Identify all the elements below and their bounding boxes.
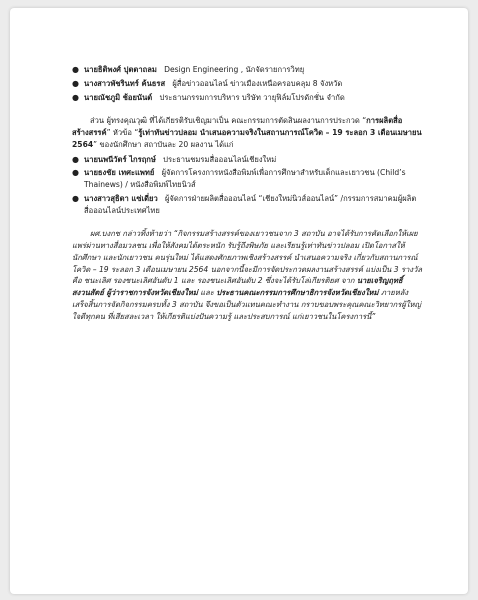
para-text: ” หัวข้อ “	[106, 128, 139, 138]
person-name: นางสาวพัชรินทร์ ค้นธรส	[84, 78, 166, 88]
judge-list	[72, 154, 422, 217]
para-text: ผศ.บงกช กล่าวทิ้งท้ายว่า “กิจกรรมสร้างสรรค์ของเยาวชนจาก 3 สถาบัน อาจได้รับการคัดเลือกให้เผยแพร่ผ่านทางสื่อมวลชน เพื่อให้สังคมได้ตระหนัก รับรู้ถึงพิษภัย และเรียนรู้เท่าทันข่าวปลอม เปิดโอกาสให้นักศึกษา และนักเยาวชน คนรุ่นใหม่ ได้แสดงศักยภาพเชิงสร้างสรรค์ นำเสนอความจริง เกี่ยวกับสถานการณ์โควิด – 19 ระลอก 3 เดือนเมษายน 2564 นอกจากนี้จะมีการจัดประกวดผลงานสร้างสรรค์ แบ่งเป็น 3 รางวัล คือ ชนะเลิศ รองชนะเลิศอันดับ 1 และ รองชนะเลิศอันดับ 2 ซึ่งจะได้รับโล่เกียรติยศ จาก	[72, 229, 422, 286]
person-name: นางสาวสุธิดา แซ่เดี่ยว	[84, 193, 158, 203]
person-name: นายธงชัย เทศะแพทย์	[84, 168, 155, 178]
bullet-icon: ●	[72, 78, 79, 88]
person-name: นายธิติพงศ์ ปุตตาถลม	[84, 65, 157, 74]
person-desc: ผู้จัดการโครงการหนังสือพิมพ์เพื่อการศึกษาสำหรับเด็กและเยาวชน (Child’s Thainews) / หนังสือพิมพ์ไทยนิวส์	[84, 168, 406, 190]
bullet-icon: ●	[72, 154, 79, 164]
document-body	[72, 64, 422, 323]
person-name: นายณัชภูมิ ช้อยนันต์	[84, 92, 153, 102]
award-presenter: นายเจริญฤทธิ์ สงวนสัตย์ ผู้ว่าราชการจังหวัดเชียงใหม่	[72, 276, 403, 298]
para-text: ส่วน ผู้ทรงคุณวุฒิ ที่ได้เกียรติรับเชิญมาเป็น คณะกรรมการตัดสินผลงานการประกวด “	[90, 116, 367, 126]
project-title: การผลิตสื่อสร้างสรรค์	[72, 116, 403, 138]
person-name: นายนพนีวัตร์ ไกรฤกษ์	[84, 154, 156, 164]
para-text: และ	[197, 288, 217, 298]
speaker-list	[72, 64, 422, 103]
topic-title: รู้เท่าทันข่าวปลอม นำเสนอความจริงในสถานการณ์โควิด – 19 ระลอก 3 เดือนเมษายน 2564	[72, 128, 422, 149]
list-item	[72, 64, 422, 76]
list-item	[72, 92, 422, 104]
person-desc: Design Engineering , นักจัดรายการวิทยุ	[164, 65, 305, 74]
list-item	[72, 167, 422, 191]
person-desc: ประธานกรรมการบริหาร บริษัท วายุฟิล์มโปรดักชั่น จำกัด	[159, 92, 345, 102]
award-presenter: ประธานคณะกรรมการศึกษาธิการจังหวัดเชียงใหม่	[216, 288, 379, 298]
list-item	[72, 154, 422, 166]
person-desc: ผู้สื่อข่าวออนไลน์ ข่าวเมืองเหนือครอบคลุม 8 จังหวัด	[172, 78, 343, 88]
document-page	[10, 8, 468, 594]
closing-paragraph	[72, 228, 422, 322]
bullet-icon: ●	[72, 168, 79, 178]
judges-paragraph	[72, 115, 422, 150]
bullet-icon: ●	[72, 65, 79, 74]
bullet-icon: ●	[72, 193, 79, 203]
list-item	[72, 78, 422, 90]
bullet-icon: ●	[72, 92, 79, 102]
list-item	[72, 193, 422, 217]
person-desc: ผู้จัดการฝ่ายผลิตสื่อออนไลน์ “เชียงใหม่นิวส์ออนไลน์” /กรรมการสมาคมผู้ผลิตสื่อออนไลน์ประเทศไทย	[84, 193, 417, 215]
para-text: ภายหลังเสร็จสิ้นการจัดกิจกรรมครบทั้ง 3 สถาบัน จึงขอเป็นตัวแทนคณะทำงาน กราบขอบพระคุณคณะวิทยากรผู้ใหญ่ใจดีทุกคน ที่เสียสละเวลา ให้เกียรติแบ่งปันความรู้ และประสบการณ์ แก่เยาวชนในโครงการนี้”	[72, 288, 421, 321]
para-text: ” ของนักศึกษา สถาบันละ 20 ผลงาน ได้แก่	[93, 139, 234, 149]
person-desc: ประธานชมรมสื่อออนไลน์เชียงใหม่	[163, 154, 277, 164]
